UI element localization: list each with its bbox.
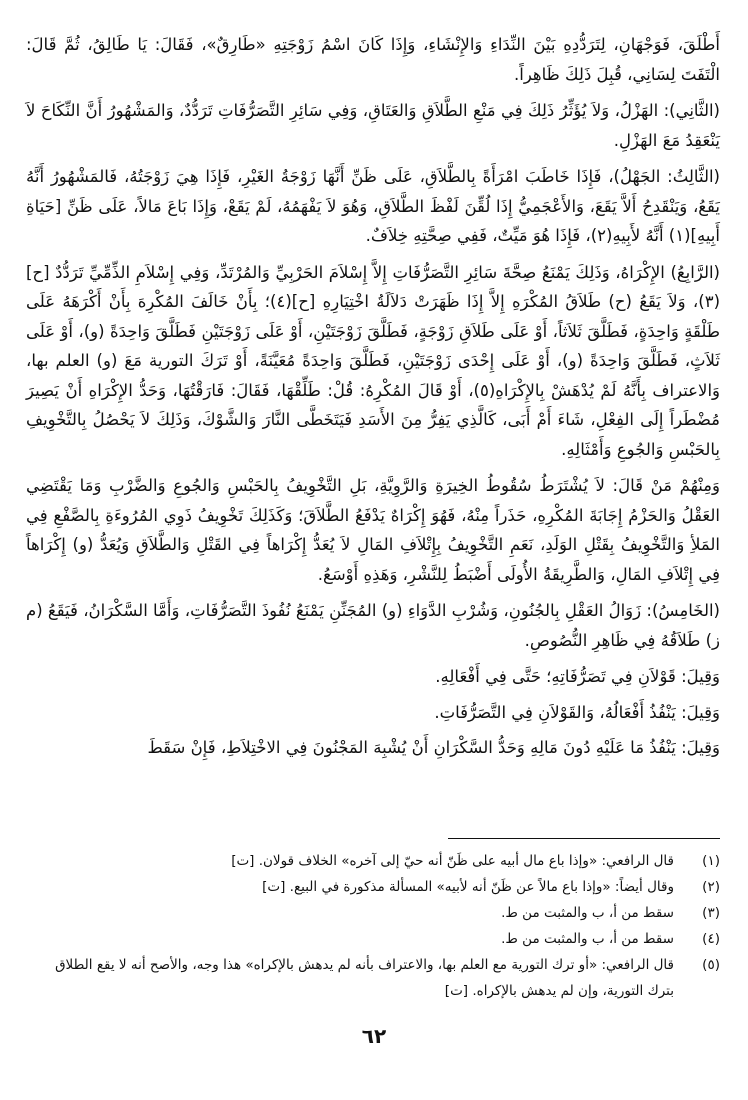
footnote-number: (٥) xyxy=(702,957,720,973)
footnote-divider xyxy=(448,838,720,839)
paragraph-7: وَقِيلَ: قَوْلاَنِ فِي تَصَرُّفَاتِهِ؛ حَتَّى فِي أَفْعَالِهِ. xyxy=(435,667,720,686)
footnote-text: سقط من أ، ب والمثبت من ط. xyxy=(501,931,674,947)
footnote-2 xyxy=(30,874,720,900)
paragraph-8: وَقِيلَ: يَنْفُذُ أَفْعَالُهُ، وَالقَوْلاَنِ فِي التَّصَرُّفَاتِ. xyxy=(434,702,720,722)
footnote-3 xyxy=(30,900,720,926)
footnote-number: (٢) xyxy=(702,879,720,895)
footnote-number: (٣) xyxy=(702,905,720,921)
page-number: ٦٢ xyxy=(361,1024,387,1048)
footnote-5 xyxy=(30,952,720,1004)
paragraph-6: (الخَامِسُ): زَوَالُ العَقْلِ بِالجُنُونِ، وَشُرْبِ الدَّوَاءِ (و) المُجَنِّنِ يَمْنَعُ نُفُوذَ التَّصَرُّفَاتِ، وَأَمَّا السَّكْرَانُ، فَيَقَعُ (م ز) طَلاَقُهُ فِي ظَاهِرِ النُّصُوصِ. xyxy=(26,601,720,650)
paragraph-9: وَقِيلَ: يَنْفُذُ مَا عَلَيْهِ دُونَ مَالِهِ وَحَدُّ السَّكْرَانِ أَنْ يُشْبِهَ المَجْنُونَ فِي الاخْتِلاَطِ، فَإِنْ سَقَطَ xyxy=(147,738,720,757)
main-text xyxy=(26,30,720,763)
footnote-1 xyxy=(30,848,720,874)
paragraph-4: (الرَّابِعُ) الإِكْرَاهُ، وَذَلِكَ يَمْنَعُ صِحَّةَ سَائِرِ التَّصَرُّفَاتِ إِلاَّ إِسْلاَمَ الحَرْبِيِّ وَالمُرْتَدِّ، وَفِي إِسْلاَمِ الذِّمِّيِّ تَرَدُّدٌ [ح](٣)، وَلاَ يَقَعُ (ح) طَلاَقُ المُكْرَهِ إِلاَّ إِذَا ظَهَرَتْ دَلاَلَةُ اخْتِيَارِهِ [ح](٤)؛ بِأَنْ خَالَفَ المُكْرِهَ بِأَنْ أَكْرَهَهُ عَلَى طَلْقَةٍ وَاحِدَةٍ، فَطَلَّقَ ثَلاَثاً، أَوْ عَلَى طَلاَقِ زَوْجَةٍ، فَطَلَّقَ زَوْجَتَيْنِ، أَوْ عَلَى زَوْجَتَيْنِ فَطَلَّقَ وَاحِدَةً (و)، أَوْ عَلَى ثَلاَثٍ، فَطَلَّقَ وَاحِدَةً (و)، أَوْ عَلَى إِحْدَى زَوْجَتَيْنِ، فَطَلَّقَ وَاحِدَةً مُعَيَّنَةً، أَوْ تَرَكَ التورية مَعَ (و) العلم بها، وَالاعتراف بِأَنَّهُ لَمْ يُدْهَشْ بِالإِكْرَاهِ(٥)، أَوْ قَالَ المُكْرِهُ: قُلْ: طَلِّقْهَا، فَقَالَ: فَارَقْتُهَا، وَحَدُّ الإِكْرَاهِ أَنْ يَصِيرَ مُضْطَراً إِلَى الفِعْلِ، شَاءَ أَمْ أَبَى، كَالَّذِي يَفِرُّ مِنَ الأَسَدِ فَيَتَخَطَّى النَّارَ وَالشَّوْكَ، وَذَلِكَ لاَ يَحْصُلُ بِالتَّخْوِيفِ بِالحَبْسِ وَالجُوعِ وَأَمْثَالِهِ. xyxy=(26,262,721,459)
footnotes xyxy=(30,848,720,1004)
paragraph-3: (الثَّالِثُ: الجَهْلُ)، فَإِذَا خَاطَبَ امْرَأَةً بِالطَّلاَقِ، عَلَى ظَنِّ أَنَّهَا زَوْجَةُ الغَيْرِ، فَإِذَا هِيَ زَوْجَتُهُ، فَالمَشْهُورُ أَنَّهُ يَقَعُ، وَيَنْقَدِحُ أَلاَّ يَقَعَ، وَالأَعْجَمِيُّ إِذَا لُقِّنَ لَفْظَ الطَّلاَقِ، وَهُوَ لاَ يَفْهَمُهُ، لَمْ يَقَعْ، وَإِذَا بَاعَ مَالاً، عَلَى ظَنِّ [حَيَاةِ أَبِيهِ](١) أَنَّهُ لأَبِيهِ(٢)، فَإِذَا هُوَ مَيِّتٌ، فَفِي صِحَّتِهِ خِلاَفٌ. xyxy=(26,167,720,245)
footnote-text: قال الرافعي: «أو ترك التورية مع العلم بها، والاعتراف بأنه لم يدهش بالإكراه» هذا وجه، والأصح أنه لا يقع الطلاق بترك التورية، وإن لم يدهش بالإكراه. [ت] xyxy=(55,957,674,999)
paragraph-5: وَمِنْهُمْ مَنْ قَالَ: لاَ يُشْتَرَطُ سُقُوطُ الخِيرَةِ وَالرَّوِيَّةِ، بَلِ التَّخْوِيفُ بِالحَبْسِ وَالجُوعِ وَالضَّرْبِ وَمَا يَقْتَضِي العَقْلُ وَالحَزْمُ إِجَابَةَ المُكْرِهِ، حَذَراً مِنْهُ، فَهُوَ إِكْرَاهٌ يَدْفَعُ الطَّلاَقَ؛ وَكَذَلِكَ تَخْوِيفُ ذَوِي المُرُوءَةِ بِالصَّفْعِ فِي المَلأِ وَالتَّخْوِيفُ بِقَتْلِ الوَلَدِ، نَعَمِ التَّخْوِيفُ بِإِتْلاَفِ المَالِ لاَ يُعَدُّ إِكْرَاهاً فِي القَتْلِ وَالطَّلاَقِ وَيُعَدُّ (و) إِكْرَاهاً فِي إِتْلاَفِ المَالِ، وَالطَّرِيقَةُ الأُولَى أَضْبَطُ لِلنَّشْرِ، وَهَذِهِ أَوْسَعُ. xyxy=(26,476,720,584)
paragraph-1: أَطْلَقَ، فَوَجْهَانِ، لِتَرَدُّدِهِ بَيْنَ النِّدَاءِ وَالإِنْشَاءِ، وَإِذَا كَانَ اسْمُ زَوْجَتِهِ «طَارِقٌ»، فَقَالَ: يَا طَالِقُ، ثُمَّ قَالَ: الْتَفَتَ لِسَانِي، قُبِلَ ذَلِكَ ظَاهِراً. xyxy=(26,35,720,84)
paragraph-2: (الثَّانِي): الهَزْلُ، وَلاَ يُؤَثِّرُ ذَلِكَ فِي مَنْعِ الطَّلاَقِ وَالعَتَاقِ، وَفِي سَائِرِ التَّصَرُّفَاتِ تَرَدُّدٌ، وَالمَشْهُورُ أَنَّ النِّكَاحَ لاَ يَنْعَقِدُ مَعَ الهَزْلِ. xyxy=(26,101,720,150)
footnote-number: (٤) xyxy=(702,931,720,947)
footnote-text: سقط من أ، ب والمثبت من ط. xyxy=(501,905,674,921)
footnote-text: وقال أيضاً: «وإذا باع مالاً عن ظَنّ أنه لأبيه» المسألة مذكورة في البيع. [ت] xyxy=(262,879,674,895)
footnote-text: قال الرافعي: «وإذا باع مال أبيه على ظَنّ أنه حيّ إلى آخره» الخلاف قولان. [ت] xyxy=(231,853,674,869)
footnote-number: (١) xyxy=(702,853,720,869)
footnote-4 xyxy=(30,926,720,952)
